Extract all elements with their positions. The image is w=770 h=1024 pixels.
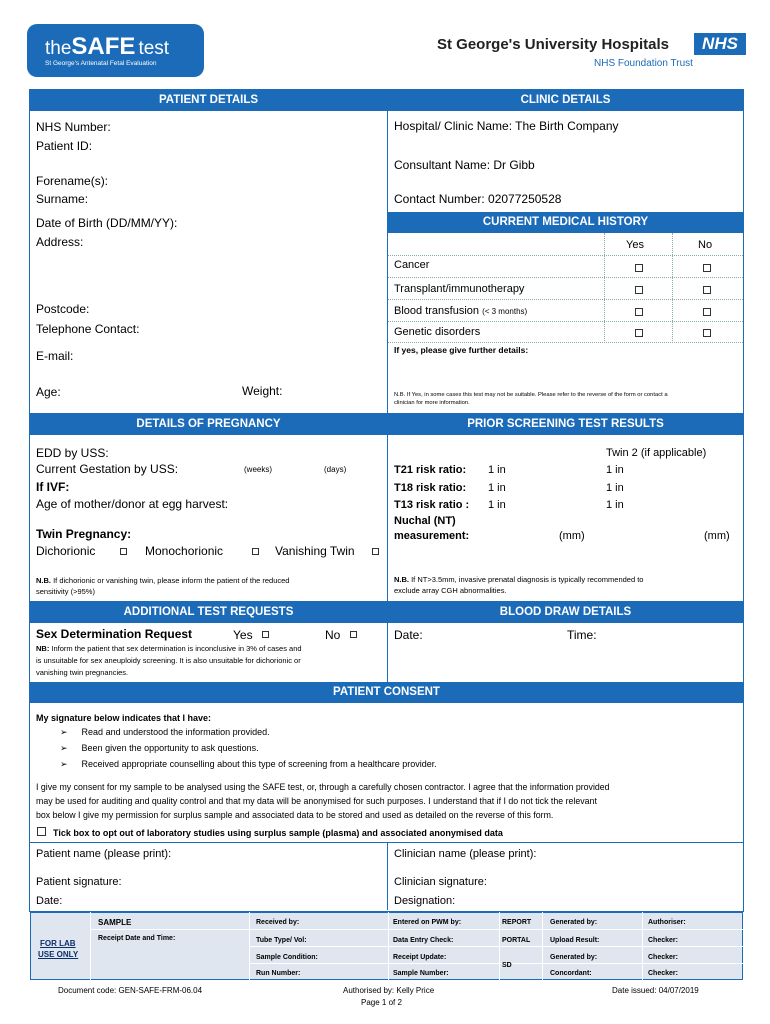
patient-name-label: Patient name (please print): (36, 848, 172, 860)
blood-draw-header: BLOOD DRAW DETAILS (388, 602, 743, 623)
lab-receipt: Receipt Date and Time: (98, 935, 176, 942)
t21-label: T21 risk ratio: (394, 464, 467, 476)
blood-time-label: Time: (567, 628, 597, 642)
history-item-genetic: Genetic disorders (394, 326, 481, 338)
additional-header: ADDITIONAL TEST REQUESTS (30, 602, 387, 623)
nhs-logo: NHS (694, 33, 746, 55)
sex-yes-checkbox[interactable] (262, 631, 269, 638)
prior-screening-header: PRIOR SCREENING TEST RESULTS (388, 414, 743, 435)
use-only-label: USE ONLY (38, 950, 79, 959)
history-yes-label: Yes (626, 239, 644, 251)
patient-signature-label: Patient signature: (36, 876, 122, 888)
further-details-label: If yes, please give further details: (394, 345, 529, 355)
edd-label: EDD by USS: (36, 446, 109, 460)
transfusion-no-checkbox[interactable] (703, 308, 711, 316)
lab-data-entry: Data Entry Check: (393, 937, 454, 944)
surname-label: Surname: (36, 192, 89, 206)
consultant-name: Consultant Name: Dr Gibb (394, 158, 535, 172)
opt-out-label: Tick box to opt out of laboratory studies using surplus sample (plasma) and associated anonymised data (53, 828, 503, 838)
t13-twin2-value: 1 in (606, 499, 624, 511)
nt-mm-2: (mm) (704, 530, 730, 542)
lab-sample: SAMPLE (98, 918, 132, 927)
t13-value: 1 in (488, 499, 506, 511)
genetic-yes-checkbox[interactable] (635, 329, 643, 337)
dichorionic-label: Dichorionic (36, 544, 96, 558)
twin2-label: Twin 2 (if applicable) (606, 447, 707, 459)
lab-sd: SD (502, 962, 512, 969)
consent-date-label: Date: (36, 895, 63, 907)
t21-value: 1 in (488, 464, 506, 476)
weeks-label: (weeks) (244, 465, 273, 474)
medical-history-header: CURRENT MEDICAL HISTORY (388, 212, 743, 233)
lab-authoriser: Authoriser: (648, 919, 686, 926)
nt-label-1: Nuchal (NT) (394, 515, 456, 527)
days-label: (days) (324, 465, 347, 474)
consent-para-3: box below I give my permission for surplus sample and associated data to be stored and used as detailed on the reverse of this form. (36, 810, 554, 820)
sex-determination-label: Sex Determination Request (36, 627, 193, 641)
t21-twin2-value: 1 in (606, 464, 624, 476)
email-label: E-mail: (36, 349, 74, 363)
history-no-label: No (698, 239, 713, 251)
transfusion-yes-checkbox[interactable] (635, 308, 643, 316)
lab-portal: PORTAL (502, 937, 531, 944)
t18-twin2-value: 1 in (606, 482, 624, 494)
weight-label: Weight: (242, 384, 283, 398)
telephone-label: Telephone Contact: (36, 322, 140, 336)
authorised-by: Authorised by: Kelly Price (343, 986, 435, 995)
lab-checker-2: Checker: (648, 954, 678, 961)
monochorionic-checkbox[interactable] (252, 548, 259, 555)
age-label: Age: (36, 385, 61, 399)
cancer-no-checkbox[interactable] (703, 264, 711, 272)
history-nb-2: clinician for more information. (394, 400, 470, 406)
page-number: Page 1 of 2 (361, 998, 402, 1007)
history-item-transplant: Transplant/immunotherapy (394, 283, 525, 295)
lab-checker-3: Checker: (648, 970, 678, 977)
pregnancy-header: DETAILS OF PREGNANCY (30, 414, 387, 435)
consent-intro: My signature below indicates that I have: (36, 713, 212, 723)
pregnancy-nb-2: sensitivity (>95%) (36, 587, 95, 596)
lab-tube: Tube Type/ Vol: (256, 937, 307, 944)
vanishing-twin-label: Vanishing Twin (275, 544, 355, 558)
t18-value: 1 in (488, 482, 506, 494)
trust-name: NHS Foundation Trust (594, 58, 693, 69)
lab-entered: Entered on PWM by: (393, 919, 462, 926)
consent-para-2: may be used for auditing and quality control and that my data will be anonymised for such purposes. I understand that if I do not tick the relevant (36, 796, 597, 806)
lab-report: REPORT (502, 919, 532, 926)
lab-upload: Upload Result: (550, 937, 600, 944)
opt-out-checkbox[interactable] (37, 827, 46, 836)
lab-concordant: Concordant: (550, 970, 592, 977)
for-lab-label: FOR LAB (40, 939, 76, 948)
sex-no-checkbox[interactable] (350, 631, 357, 638)
contact-number: Contact Number: 02077250528 (394, 192, 562, 206)
safe-logo: theSAFE test St George's Antenatal Fetal Evaluation (27, 24, 204, 77)
prior-nb-2: exclude array CGH abnormalities. (394, 586, 507, 595)
consent-header: PATIENT CONSENT (30, 682, 743, 703)
prior-nb: N.B. If NT>3.5mm, invasive prenatal diagnosis is typically recommended to (394, 575, 644, 584)
pregnancy-nb: N.B. If dichorionic or vanishing twin, please inform the patient of the reduced (36, 576, 290, 585)
lab-receipt-update: Receipt Update: (393, 954, 447, 961)
gestation-label: Current Gestation by USS: (36, 462, 179, 476)
patient-details-header: PATIENT DETAILS (30, 90, 387, 111)
sex-no-label: No (325, 628, 341, 642)
lab-run: Run Number: (256, 970, 301, 977)
forename-label: Forename(s): (36, 174, 109, 188)
additional-nb-2: is unsuitable for sex aneuploidy screening. It is also unsuitable for dichorionic or (36, 656, 301, 665)
lab-condition: Sample Condition: (256, 954, 318, 961)
monochorionic-label: Monochorionic (145, 544, 224, 558)
cancer-yes-checkbox[interactable] (635, 264, 643, 272)
lab-received: Received by: (256, 919, 300, 926)
clinic-details-header: CLINIC DETAILS (388, 90, 743, 111)
hospital-name: Hospital/ Clinic Name: The Birth Company (394, 119, 619, 133)
dob-label: Date of Birth (DD/MM/YY): (36, 216, 178, 230)
history-item-blood-transfusion: Blood transfusion (< 3 months) (394, 305, 528, 317)
designation-label: Designation: (394, 895, 456, 907)
lab-sample-number: Sample Number: (393, 970, 449, 977)
nhs-number-label: NHS Number: (36, 120, 111, 134)
nt-label-2: measurement: (394, 530, 470, 542)
consent-bullet-2: ➢ Been given the opportunity to ask questions. (60, 743, 259, 753)
dichorionic-checkbox[interactable] (120, 548, 127, 555)
blood-date-label: Date: (394, 628, 423, 642)
lab-checker-1: Checker: (648, 937, 678, 944)
consent-bullet-1: ➢ Read and understood the information provided. (60, 727, 270, 737)
org-name: St George's University Hospitals (437, 36, 669, 53)
lab-generated-1: Generated by: (550, 919, 598, 926)
lab-generated-2: Generated by: (550, 954, 598, 961)
t18-label: T18 risk ratio: (394, 482, 467, 494)
address-label: Address: (36, 235, 84, 249)
t13-label: T13 risk ratio : (394, 499, 470, 511)
ivf-label: If IVF: (36, 480, 70, 494)
history-nb-1: N.B. If Yes, in some cases this test may not be suitable. Please refer to the reverse of the form or contact a (394, 392, 668, 398)
additional-nb: NB: Inform the patient that sex determination is inconclusive in 3% of cases and (36, 644, 302, 653)
vanishing-twin-checkbox[interactable] (372, 548, 379, 555)
nt-mm-1: (mm) (559, 530, 585, 542)
sex-yes-label: Yes (233, 628, 253, 642)
consent-bullet-3: ➢ Received appropriate counselling about this type of screening from a healthcare provider. (60, 759, 437, 769)
egg-harvest-label: Age of mother/donor at egg harvest: (36, 497, 229, 511)
transplant-yes-checkbox[interactable] (635, 286, 643, 294)
transplant-no-checkbox[interactable] (703, 286, 711, 294)
clinician-name-label: Clinician name (please print): (394, 848, 537, 860)
genetic-no-checkbox[interactable] (703, 329, 711, 337)
document-code: Document code: GEN-SAFE-FRM-06.04 (58, 986, 203, 995)
twin-pregnancy-label: Twin Pregnancy: (36, 527, 132, 541)
history-item-cancer: Cancer (394, 259, 430, 271)
date-issued: Date issued: 04/07/2019 (612, 986, 699, 995)
consent-para-1: I give my consent for my sample to be analysed using the SAFE test, or, through a carefully chosen contractor. I agree that the information provided (36, 782, 610, 792)
additional-nb-3: vanishing twin pregnancies. (36, 668, 129, 677)
clinician-signature-label: Clinician signature: (394, 876, 487, 888)
patient-id-label: Patient ID: (36, 139, 93, 153)
postcode-label: Postcode: (36, 302, 90, 316)
